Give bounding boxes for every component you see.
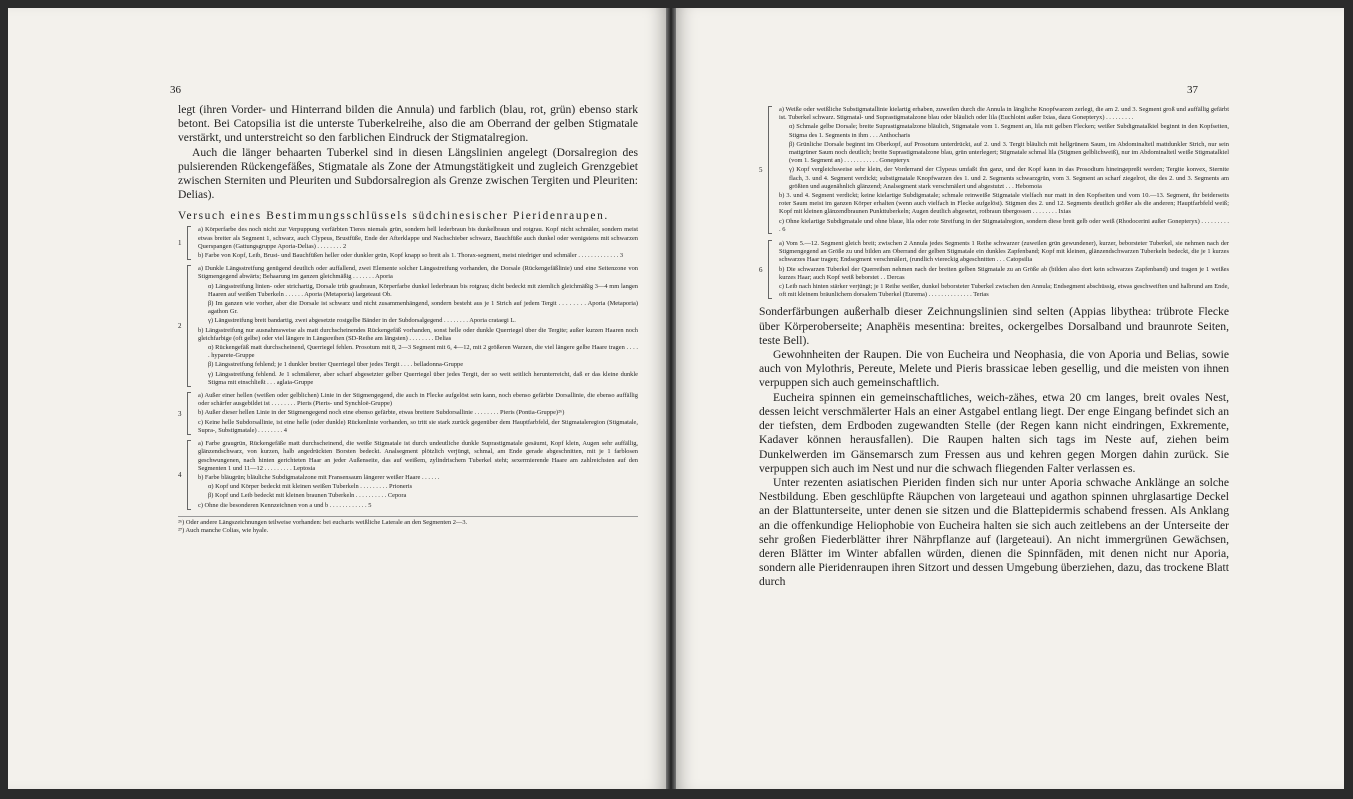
key-entry: c) Ohne die besonderen Kennzeichnen von a und b . . . . . . . . . . . . 5 [198,501,372,509]
footnotes [178,516,638,535]
key-entry: a) Vom 5.—12. Segment gleich breit; zwischen 2 Annula jedes Segments 1 Reihe schwarzer (zuweilen grün gewundener), kurzer, beborsteter Tuberkel, sie nehmen nach der Stigmengegend an Größe zu und bilden am Oberrand der gelben Stigmatale ein dunkles Zapfenband; Kopf mit kleinen, glänzendschwarzen Tuberkeln bedeckt, die je 1 kurzes schwarzes Haar tragen; Endsegment verschmälert, (rundlich viereckig abgeschnitten . . . Catopsilia [779,240,1229,264]
key-entry: b) 3. und 4. Segment verdickt; keine kielartige Subdigmatale; schmale reinweiße Stigmatale vielfach nur matt in den Kopfseiten und vom 10.—13. Segment, ihr beiderseits roter Saum meist im ganzen Körper erhalten (wenn auch vielfach in Flecke aufgelöst). Stigmen des 2. und 12. Segments deutlich größer als die anderen; Hauptfarbfeld weiß; Kopf mit kleinen glänzendbraunen Punkttuberkeln; Augen deutlich abgesetzt, rotbraun übergossen . . . . . . . . Ixias [779,192,1229,216]
key-group-number: 4 [178,470,182,479]
key-entry: β) Im ganzen wie vorher, aber die Dorsale ist schwarz und nicht zusammenhängend, sondern besteht aus je 1 Strich auf jedem Tergit . . . . . . . . Aporia (Metaporia) agathon Gr. [208,300,638,316]
key-group-number: 1 [178,239,182,248]
key-entry: γ) Längsstreifung fehlend. Je 1 schmälerer, aber scharf abgesetzter gelber Querriegel über jedes Tergit, der so weit seitlich herunterreicht, daß er das kleine dunkle Stigma mit einschließt . . . aglaia-Gruppe [208,370,638,386]
right-page [676,8,1344,789]
key-entry: c) Ohne kielartige Subdigmatale und ohne blaue, lila oder rote Streifung in der Stigmatalregion, sondern diese breit gelb oder weiß (Rhodocerini außer Gonepteryx) . . . . . . . . . . 6 [779,217,1229,233]
key-entry: a) Körperfarbe des noch nicht zur Verpuppung verfärbten Tieres niemals grün, sondern hell lederbraun bis dunkelbraun und rotgrau. Kopf nicht schmäler, sondern meist etwas breiter als Segment 1, schwarz, auch Clypeus, Brustfüße, Ende der Afterklappe und Nachschieber schwarz, Bauchfüße auch dunkel oder wenigstens mit schwarzen Querspangen (Gattungsgruppe Aporia-Delias) . . . . . . . . 2 [198,226,638,250]
key-entry: a) Außer einer hellen (weißen oder gelblichen) Linie in der Stigmengegend, die auch in Flecke aufgelöst sein kann, noch ebenso gefärbte Dorsallinie, die ebenso auffällig oder schärfer ausgebildet ist . . . . . . . . Pieris (Pieris- und Synchloë-Gruppe) [198,392,638,408]
body-paragraph: Gewohnheiten der Raupen. Die von Eucheira und Neophasia, die von Aporia und Belias, sowie auch von Mylothris, Pereute, Melete und Pieris brassicae leben gesellig, und die meisten von ihnen verpuppen sich auch gemeinschaftlich. [759,348,1229,390]
footnote: ²⁷) Auch manche Colias, wie hyale. [178,526,269,534]
key-group-3 [178,392,638,435]
key-entry: α) Schmale gelbe Dorsale; breite Suprastigmatalzone bläulich, Stigmatale vom 1. Segment an, lila mit gelben Flecken; weißer Subdigmatalkiel beginnt in den Kopfseiten, Stigma des 1. Segments in ihm . . . Anthocharis [789,123,1229,139]
key-heading: Versuch eines Bestimmungsschlüssels südchinesischer Pieridenraupen. [178,210,609,223]
key-entry: γ) Kopf vergleichsweise sehr klein, der Vorderrand der Clypeus umfaßt ihn ganz, und der Kopf kann in das Prosodium hineingepreßt werden; Tergite konvex, Sternite flach, 3. und 4. Segment verdickt; substigmatale Knopfwarzen des 1. und 2. Segments schwarzgrün, vom 3. Segment an scharf ziegelrot, die des 2. und 3. Segments am größten und augenähnlich glänzend; Analsegment stark verschmälert und abgestutzt . . . Hebomoia [789,166,1229,190]
key-entry: α) Rückengefäß matt durchscheinend, Querriegel fehlen. Prosotum mit 8, 2—3 Segment mit 6, 4—12, mit 2 größeren Warzen, die viel längere gelbe Haare tragen . . . . . hyparete-Gruppe [208,344,638,360]
right-column [759,103,1229,590]
page-number: 36 [170,84,181,96]
key-entry: α) Längsstreifung linien- oder strichartig, Dorsale trüb graubraun, Körperfarbe dunkel lederbraun bis rotgrau; dicht bedeckt mit ziemlich gleichmäßig 3—4 mm langen Haaren auf weißen Tuberkeln . . . . . . Aporia (Metaporia) largeteaui Ob. [208,282,638,298]
key-entry: c) Keine helle Subdorsallinie, ist eine helle (oder dunkle) Rückenlinie vorhanden, so tritt sie stark zurück gegenüber dem Hauptfarbfeld, der Stigmataleregion (Stigmatale, Supra-, Substigmatale) . . . . . . . . 4 [198,418,638,434]
key-entry: β) Grünliche Dorsale beginnt im Oberkopf, auf Prosotum unterdrückt, auf 2. und 3. Tergit bläulich mit hellgrünem Saum, im Abdominalteil mattdunkler Strich, nur sein mattgrüner Saum noch deutlich; breite Suprastigmatalzone blau, grün unterlegert; Stigmatale schmal lila (Stigmen gelblichweiß), nur im Abdominalteil weiße Stigmatalkiel (vom 1. Segment an) . . . . . . . . . . . Gonepteryx [789,140,1229,165]
body-paragraph: Sonderfärbungen außerhalb dieser Zeichnungslinien sind selten (Appias libythea: trübrote Flecke über Körperoberseite; Anaphëis mesentina: breites, ockergelbes Dorsalband und braunrote Seiten, teste Bell). [759,305,1229,347]
body-paragraph: Eucheira spinnen ein gemeinschaftliches, weich-zähes, etwa 20 cm langes, breit ovales Nest, dessen leicht verschmälerter Hals an einer Astgabel entlang liegt. Der enge Eingang befindet sich an der tiefsten, dem Erdboden zugewandten Stelle (der Regen kann nicht eindringen, Exkremente, Kadaver können herausfallen). Die Raupen halten sich tags im Neste auf, ziehen beim Dunkelwerden im Gänsemarsch zum Fressen aus und kehren gegen Morgen dahin zurück. Sie verpuppen sich auch im Nest und nur die schwach fliegenden Falter verlassen es. [759,390,1229,475]
key-group-6 [759,240,1229,299]
key-group-number: 2 [178,322,182,331]
left-page [8,8,666,789]
key-entry: β) Kopf und Leib bedeckt mit kleinen braunen Tuberkeln . . . . . . . . . . Cepora [208,492,407,500]
key-entry: β) Längsstreifung fehlend; je 1 dunkler breiter Querriegel über jedes Tergit . . . . belladonna-Gruppe [208,361,464,369]
book-gutter [666,8,676,789]
key-entry: γ) Längsstreifung breit bandartig, zwei abgesetzte rostgelbe Bänder in der Subdorsalgegend . . . . . . . . Aporia crataegi L. [208,317,516,325]
key-entry: a) Farbe graugrün, Rückengefäße matt durchscheinend, die weiße Stigmatale ist durch undeutliche dunkle Suprastigmatale gesäumt, Kopf klein, Augen sehr auffällig, glänzendschwarz, von kurzen, halb angedrückten Borsten bedeckt. Analsegment plötzlich verjüngt, schmal, am Ende gerade abgeschnitten, mit je 1 farblosen geschwungenen, nach hinten gerichteten Haar an jeder Außenseite, das auf weißem, zylindrischem Tuberkel steht; sexermierende Haare am zahlreichsten auf den Segmenten 1 und 11—12 . . . . . . . . . Leptosia [198,440,638,472]
key-group-number: 3 [178,409,182,418]
footnote: ²⁶) Oder andere Längszeichnungen teilweise vorhanden: bei eucharis weißliche Lateralе an den Segmenten 2—3. [178,518,468,526]
key-group-number: 6 [759,265,763,274]
key-entry: c) Leib nach hinten stärker verjüngt; je 1 Reihe weißer, dunkel beborsteter Tuberkel zwischen den Annula; Endsegment abschüssig, etwas geschweiften und halbrund am Ende, oft mit kleinem bräunlichem dorsalem Tuberkel (Eurema) . . . . . . . . . . . . . . Terias [779,283,1229,299]
key-group-2 [178,265,638,387]
key-entry: b) Außer dieser hellen Linie in der Stigmengegend noch eine ebenso gefärbte, etwas breitere Subdorsallinie . . . . . . . . Pieris (Pontia-Gruppe)²⁶) [198,409,565,417]
intro-paragraph: legt (ihren Vorder- und Hinterrand bilden die Annula) und farblich (blau, rot, grün) ebenso stark betont. Bei Catopsilia ist die unterste Tuberkelreihe, also die am Oberrand der gelben Stigmatale verstärkt, und unterstreicht so den farblichen Eindruck der Stigmatalregion. [178,103,638,145]
key-entry: b) Längsstreifung nur ausnahmsweise als matt durchscheinendes Rückengefäß vorhanden, sonst helle oder dunkle Querriegel über die Tergite; außer kurzen Haaren noch gleichfarbige (oft gelbe) oder viel längere in Längsreihen (SD-Reihe am längsten) . . . . . . . . Delias [198,326,638,342]
key-entry: b) Die schwarzen Tuberkel der Querreihen nehmen nach der breiten gelben Stigmatale zu an Größe ab (bilden also dort kein schwarzes Zapfenband) und tragen je 1 weißes kurzes Haar; auch Kopf weiß beborstet . . Dercas [779,265,1229,281]
key-entry: b) Farbe von Kopf, Leib, Brust- und Bauchfüßen heller oder dunkler grün, Kopf knapp so breit als 1. Thorax-segment, meist niedriger und schmäler . . . . . . . . . . . . . 3 [198,252,624,260]
key-group-4 [178,440,638,510]
key-group-number: 5 [759,165,763,174]
intro-paragraph: Auch die länger behaarten Tuberkel sind in diesen Längslinien angelegt (Dorsalregion des pulsierenden Rückengefäßes, Stigmatale als Zone der Atmungstätigkeit und zugleich Grenzgebiet zwischen Sterniten und Pleuriten und Subdorsalregion als Grenze zwischen Tergiten und Pleuriten: Delias). [178,145,638,202]
key-group-5 [759,106,1229,234]
left-column [178,103,638,535]
key-entry: a) Weiße oder weißliche Substigmatallinie kielartig erhaben, zuweilen durch die Annula in längliche Knopfwarzen zerlegt, die am 2. und 3. Segment groß und auffällig gefärbt ist. Tuberkel schwarz. Stigmatal- und Suprastigmatalzone blau oder bläulich oder lila (Euchloini außer Ixias, dazu Gonepteryx) . . . . . . . . . [779,106,1229,122]
key-entry: α) Kopf und Körper bedeckt mit kleinen weißen Tuberkeln . . . . . . . . . Prioneris [208,483,413,491]
key-entry: b) Farbe bläugrün; bläuliche Subdigmatalzone mit Fransensaum längerer weißer Haare . . . . . . [198,473,440,481]
body-paragraph: Unter rezenten asiatischen Pieriden finden sich nur unter Aporia schwache Anklänge an solche Nestbildung. Eben geschlüpfte Räupchen von largeteaui und agathon spinnen uhrglasartige Deckel an der Blattunterseite, unter denen sie sitzen und die Blattepidermis schabend fressen. Als Anklang an die offenkundige Heliophobie von Eucheira halten sie sich auch zeitlebens an der Unterseite der sehr großen Fiederblätter ihrer Nährpflanze auf (largeteaui). An nicht immergrünen Gewächsen, deren Blätter im Winter abfallen würden, dienen die Spinnfäden, mit denen nicht nur Aporia, sondern alle Pieridenraupen ihren Sitzort und dessen Umgebung überziehen, dazu, das trockene Blatt durch [759,475,1229,589]
key-entry: a) Dunkle Längsstreifung genügend deutlich oder auffallend, zwei Elemente solcher Längsstreifung vorhanden, die Dorsale (Rückengefäßlinie) und eine Seitenzone von Stigmengegend abwärts; Behaarung im ganzen gleichmäßig . . . . . . . Aporia [198,265,638,281]
page-number: 37 [1187,84,1198,96]
key-group-1 [178,226,638,260]
